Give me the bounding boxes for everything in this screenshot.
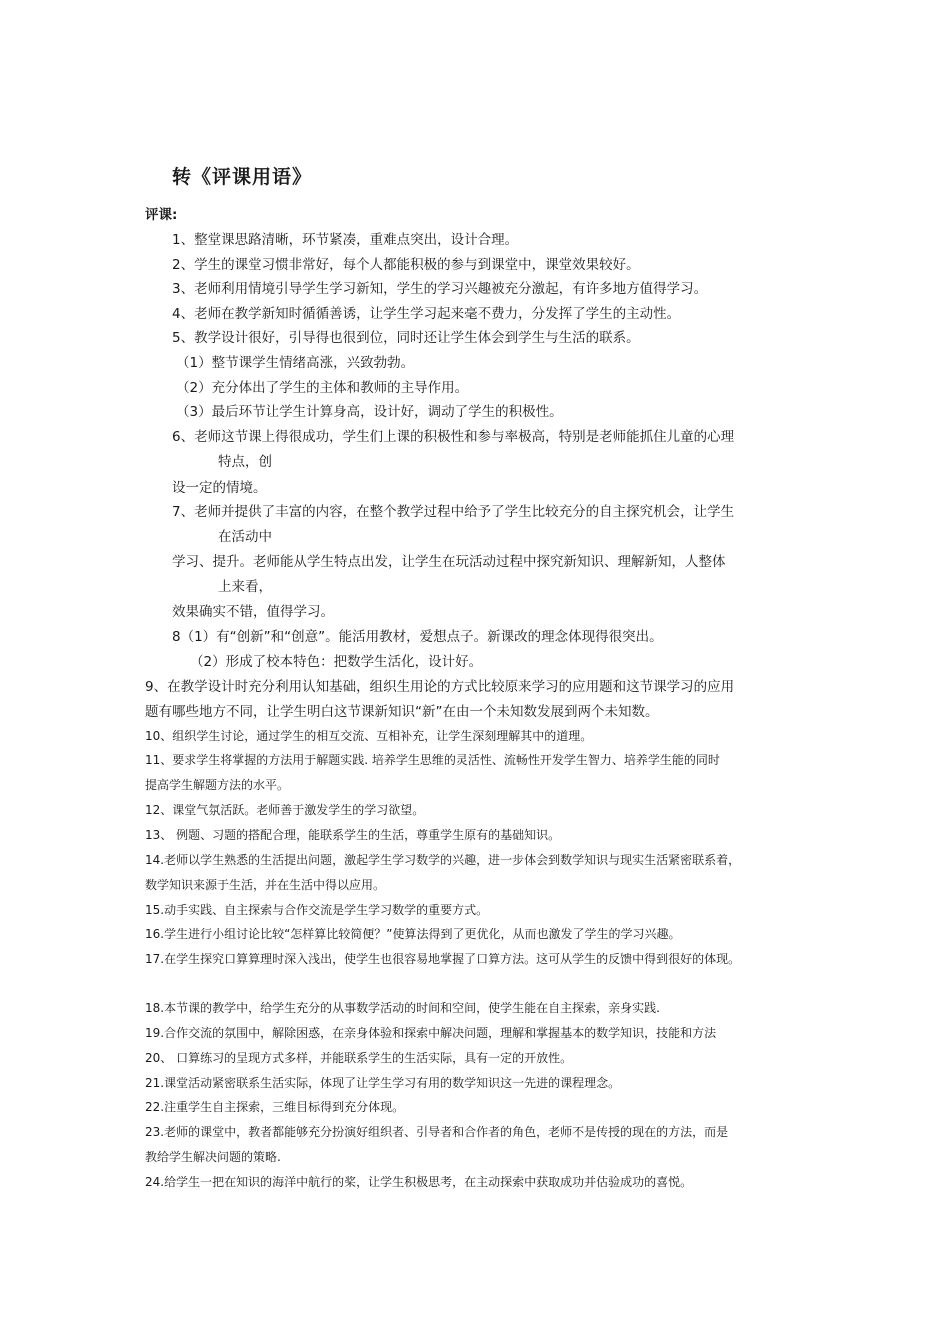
comment-line: 3、老师利用情境引导学生学习新知，学生的学习兴趣被充分激起，有许多地方值得学习。 [172,281,708,297]
comment-line: 上来看， [218,579,272,595]
comment-line: 14.老师以学生熟悉的生活提出问题，激起学生学习数学的兴趣，进一步体会到数学知识与现实生活紧密联系着， [145,853,741,867]
comment-line: 6、老师这节课上得很成功，学生们上课的积极性和参与率极高，特别是老师能抓住儿童的心理 [172,429,735,445]
comment-line: 18.本节课的教学中，给学生充分的从事数学活动的时间和空间，使学生能在自主探索，亲身实践. [145,1001,660,1015]
comment-line: （1）整节课学生情绪高涨，兴致勃勃。 [176,355,415,371]
comment-line: 教给学生解决问题的策略. [145,1150,281,1164]
comment-line: 9、在教学设计时充分利用认知基础，组织生用论的方式比较原来学习的应用题和这节课学习的应用 [145,679,735,695]
comment-line: 1、整堂课思路清晰，环节紧凑，重难点突出，设计合理。 [172,232,519,248]
comment-line: （2）形成了校本特色：把数学生活化，设计好。 [190,654,483,670]
comment-line: 8（1）有“创新”和“创意”。能活用教材，爱想点子。新课改的理念体现得很突出。 [172,629,663,645]
comment-line: 22.注重学生自主探索，三维目标得到充分体现。 [145,1100,405,1114]
comment-line: 数学知识来源于生活，并在生活中得以应用。 [145,878,386,892]
comment-line: 设一定的情境。 [172,480,267,496]
comment-line: 17.在学生探究口算算理时深入浅出，使学生也很容易地掌握了口算方法。这可从学生的反馈中得到很好的体现。 [145,952,741,966]
comment-line: 19.合作交流的氛围中，解除困惑，在亲身体验和探索中解决问题，理解和掌握基本的数学知识，技能和方法 [145,1026,717,1040]
comment-line: 10、组织学生讨论，通过学生的相互交流、互相补充，让学生深刻理解其中的道理。 [145,729,593,743]
section-heading: 评课: [145,207,178,223]
comment-line: （3）最后环节让学生计算身高，设计好，调动了学生的积极性。 [176,404,563,420]
comment-line: 4、老师在教学新知时循循善诱，让学生学习起来毫不费力，分发挥了学生的主动性。 [172,306,681,322]
comment-line: 在活动中 [218,529,272,545]
comment-line: 20、 口算练习的呈现方式多样，并能联系学生的生活实际，具有一定的开放性。 [145,1051,573,1065]
comment-line: 24.给学生一把在知识的海洋中航行的桨，让学生积极思考，在主动探索中获取成功并估验成功的喜悦。 [145,1175,693,1189]
comment-line: 提高学生解题方法的水平。 [145,778,290,792]
comment-line: 13、 例题、习题的搭配合理，能联系学生的生活，尊重学生原有的基础知识。 [145,828,561,842]
comment-line: 题有哪些地方不同，让学生明白这节课新知识“新”在由一个未知数发展到两个未知数。 [145,704,659,720]
comment-line: 2、学生的课堂习惯非常好，每个人都能积极的参与到课堂中，课堂效果较好。 [172,257,640,273]
comment-line: 7、老师并提供了丰富的内容，在整个教学过程中给予了学生比较充分的自主探究机会，让学生 [172,504,735,520]
comment-line: 11、要求学生将掌握的方法用于解题实践. 培养学生思维的灵活性、流畅性开发学生智力、培养学生能的同时 [145,753,720,767]
comment-line: 12、课堂气氛活跃。老师善于激发学生的学习欲望。 [145,803,425,817]
comment-line: （2）充分体出了学生的主体和教师的主导作用。 [176,380,469,396]
comment-line: 学习、提升。老师能从学生特点出发，让学生在玩活动过程中探究新知识、理解新知，人整体 [172,554,726,570]
comment-line: 15.动手实践、自主探索与合作交流是学生学习数学的重要方式。 [145,903,489,917]
comment-line: 5、教学设计很好，引导得也很到位，同时还让学生体会到学生与生活的联系。 [172,330,640,346]
document-title: 转《评课用语》 [172,166,313,188]
comment-line: 特点，创 [218,454,272,470]
comment-line: 效果确实不错，值得学习。 [172,604,334,620]
comment-line: 16.学生进行小组讨论比较“怎样算比较简便？”使算法得到了更优化，从而也激发了学生的学习兴趣。 [145,927,681,941]
comment-line: 21.课堂活动紧密联系生活实际，体现了让学生学习有用的数学知识这一先进的课程理念。 [145,1076,621,1090]
comment-line: 23.老师的课堂中，教者都能够充分扮演好组织者、引导者和合作者的角色，老师不是传授的现在的方法，而是 [145,1125,729,1139]
